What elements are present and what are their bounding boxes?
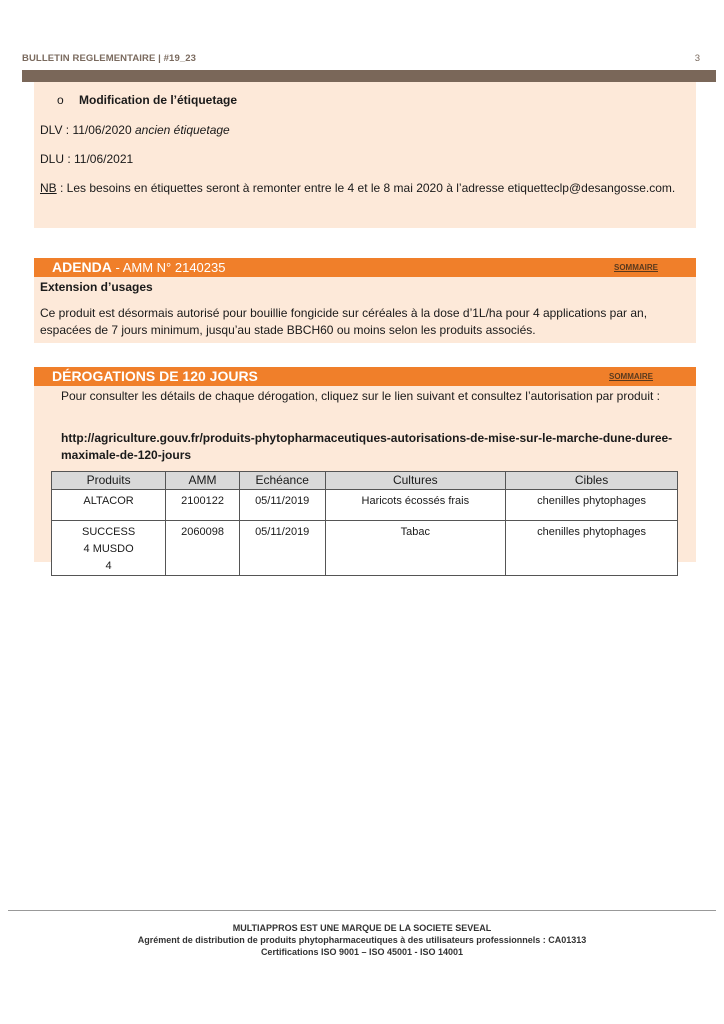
bullet-circle-icon: o [57,93,64,107]
table-cell: Haricots écossés frais [325,490,506,521]
footer-line-1: MULTIAPPROS EST UNE MARQUE DE LA SOCIETE SEVEAL [232,923,492,933]
table-row [52,521,678,576]
adenda-title-main: ADENDA [52,259,112,275]
table-header-row [52,472,678,490]
dlv-line [40,122,230,139]
derogations-sommaire-link[interactable]: SOMMAIRE [609,372,653,381]
etiquetage-heading-text: Modification de l’étiquetage [79,93,238,107]
table-cell: 05/11/2019 [239,490,325,521]
derogations-header [34,367,696,386]
adenda-box [34,277,696,343]
nb-note [40,180,690,197]
dlv-label: DLV : 11/06/2020 [40,123,135,137]
table-cell: 2060098 [166,521,240,576]
table-cell: SUCCESS 4 MUSDO 4 [52,521,166,576]
page-number: 3 [694,53,700,64]
etiquetage-box [34,82,696,228]
table-header: Produits [52,472,166,490]
table-header: Cultures [325,472,506,490]
table-cell: chenilles phytophages [506,521,678,576]
derogations-box [34,386,696,572]
derogations-title: DÉROGATIONS DE 120 JOURS [52,368,258,384]
derogations-table [51,471,678,576]
adenda-title-sub: - AMM N° 2140235 [111,260,226,275]
table-row [52,490,678,521]
table-cell: Tabac [325,521,506,576]
table-header: Echéance [239,472,325,490]
footer-line-3: Certifications ISO 9001 – ISO 45001 - ISO 14001 [260,947,464,957]
bulletin-title: BULLETIN REGLEMENTAIRE | #19_23 [22,53,196,64]
table-cell: 2100122 [166,490,240,521]
extension-text: Ce produit est désormais autorisé pour bouillie fongicide sur céréales à la dose d’1L/ha pour 4 applications par an, espacées de 7 jours minimum, jusqu’au stade BBCH60 ou moins selon les produits associés. [40,306,648,337]
adenda-header [34,258,696,277]
table-cell: ALTACOR [52,490,166,521]
table-header: Cibles [506,472,678,490]
derogations-link[interactable]: http://agriculture.gouv.fr/produits-phytopharmaceutiques-autorisations-de-mise-sur-le-marche-dune-duree-maximale-de-120-jours [61,431,673,462]
table-cell: 05/11/2019 [239,521,325,576]
extension-title: Extension d’usages [40,280,153,294]
dlu-line: DLU : 11/06/2021 [40,152,134,166]
table-header: AMM [166,472,240,490]
dlv-note: ancien étiquetage [134,123,230,137]
adenda-sommaire-link[interactable]: SOMMAIRE [614,263,658,272]
header-bar [22,70,716,82]
etiquetage-heading [57,92,237,109]
nb-label: NB [40,181,57,195]
derogations-intro: Pour consulter les détails de chaque dérogation, cliquez sur le lien suivant et consultez l’autorisation par produit : [61,389,661,403]
footer-line-2: Agrément de distribution de produits phytopharmaceutiques à des utilisateurs professionnels : CA01313 [137,935,587,945]
nb-text: : Les besoins en étiquettes seront à remonter entre le 4 et le 8 mai 2020 à l’adresse etiquetteclp@desangosse.com. [56,181,676,195]
adenda-title [52,259,225,275]
footer-divider [8,910,716,911]
table-cell: chenilles phytophages [506,490,678,521]
